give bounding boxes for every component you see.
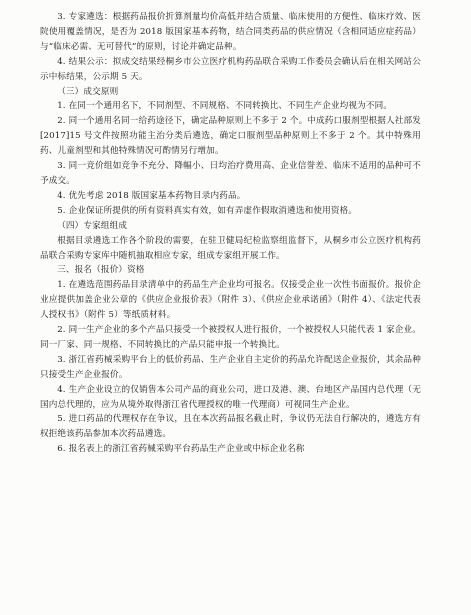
paragraph-registration-3: 3. 浙江省药械采购平台上的低价药品、生产企业自主定价的药品允许配送企业报价，其余品种只接受生产企业报价。 [40, 354, 421, 380]
paragraph-registration-1: 1. 在遴选范围药品目录清单中的药品生产企业均可报名。仅接受企业一次性书面报价。报价企业应提供加盖企业公章的《供应企业报价表》（附件 3）、《供应企业承诺函》（附件 4）、《法定代表人授权书》（附件 5）等纸质材料。 [40, 280, 421, 321]
paragraph-principle-2: 2. 同一个通用名同一给药途径下，确定品种原则上不多于 2 个。中成药口服剂型根据人社部发 [2017]15 号文件按照功能主治分类后遴选，确定口服剂型品种原则上不多于 2 个。其中特殊用药、儿童剂型和其他特殊情况可酌情另行增加。 [40, 116, 421, 157]
paragraph-expert-selection: 3. 专家遴选：根据药品报价折算剂量均价高低并结合质量、临床使用的方便性、临床疗效、医院使用覆盖情况，是否为 2018 版国家基本药物，结合同类药品的供应情况（含相同适应症药品）与“临床必需、无可替代”的原则，讨论并确定品种。 [40, 12, 421, 52]
paragraph-expert-group: 根据目录遴选工作各个阶段的需要，在驻卫健局纪检监察组监督下，从桐乡市公立医疗机构药品联合采购专家库中随机抽取相应专家，组成专家组开展工作。 [40, 235, 421, 261]
paragraph-registration-2: 2. 同一生产企业的多个产品只接受一个被授权人进行报价，一个被授权人只能代表 1 家企业。同一厂家、同一规格、不同转换比的产品只能申报一个转换比。 [40, 325, 421, 350]
paragraph-principle-5: 5. 企业保证所提供的所有资料真实有效，如有弄虚作假取消遴选和使用资格。 [57, 205, 358, 216]
paragraph-principle-1: 1. 在同一个通用名下，不同剂型、不同规格、不同转换比、不同生产企业均视为不同。 [57, 101, 393, 112]
paragraph-principle-3: 3. 同一竞价组如竞争不充分、降幅小、日均治疗费用高、企业信誉差、临床不适用的品种可不予成交。 [40, 161, 421, 186]
paragraph-result-publicity: 4. 结果公示：拟成交结果经桐乡市公立医疗机构药品联合采购工作委员会确认后在相关网站公示中标结果，公示期 5 天。 [40, 56, 421, 82]
paragraph-registration-4: 4. 生产企业设立的仅销售本公司产品的商业公司，进口及港、澳、台地区产品国内总代理（无国内总代理的，应为从境外取得浙江省代理授权的唯一代理商）可视同生产企业。 [40, 384, 421, 410]
paragraph-registration-5: 5. 进口药品的代理权存在争议，且在本次药品报名截止时，争议仍无法自行解决的，遴选方有权拒绝该药品参加本次药品遴选。 [40, 414, 421, 440]
paragraph-principle-4: 4. 优先考虑 2018 版国家基本药物目录内药品。 [57, 190, 246, 201]
section-heading-deal-principles: （三）成交原则 [57, 86, 119, 97]
section-heading-expert-group: （四）专家组组成 [57, 220, 128, 231]
section-heading-registration: 三、报名（报价）资格 [57, 265, 145, 276]
paragraph-registration-6: 6. 报名表上的浙江省药械采购平台药品生产企业或中标企业名称 [57, 444, 305, 455]
